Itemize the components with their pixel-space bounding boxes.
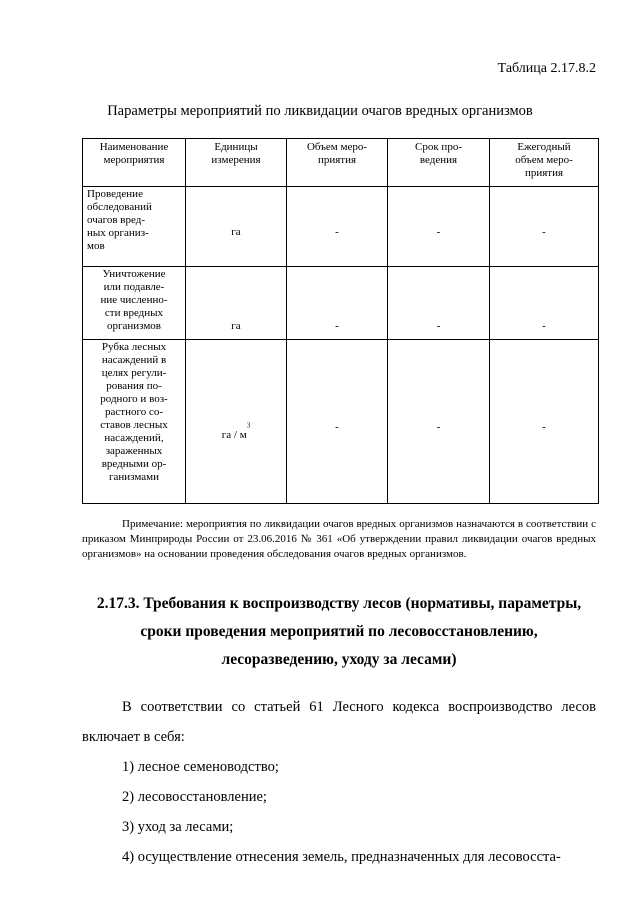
row-annual-text: - (542, 319, 546, 332)
list-item: 4) осуществление отнесения земель, предназначенных для лесовосста- (122, 849, 561, 865)
row-term-text: - (436, 421, 441, 433)
row-volume (287, 187, 388, 267)
section-heading: 2.17.3. Требования к воспроизводству лесов (нормативы, параметры, сроки проведения мероприятий по лесовосстановлению, лесоразведению, уходу за лесами) (96, 595, 582, 668)
header-volume: Объем меро- приятия (287, 139, 388, 187)
table-row (83, 187, 599, 267)
row-unit-text: га (231, 319, 241, 332)
header-name: Наименование мероприятия (83, 139, 186, 187)
row-annual-text: - (542, 421, 546, 433)
intro-paragraph: В соответствии со статьей 61 Лесного кодекса воспроизводство лесов включает в себя: (82, 699, 596, 745)
body-text (82, 692, 596, 872)
row-name: Рубка лесных насаждений в целях регули- рования по- родного и воз- растного со- ставов лесных насаждений, зараженных вредными ор- ганизмами (83, 340, 186, 504)
table-row (83, 340, 599, 504)
row-annual (490, 267, 599, 340)
row-unit (186, 267, 287, 340)
header-annual: Ежегодный объем меро- приятия (490, 139, 599, 187)
row-term (388, 340, 490, 504)
row-volume (287, 267, 388, 340)
unit-superscript: 3 (246, 421, 251, 430)
table-row (83, 267, 599, 340)
row-term-text: - (436, 226, 441, 238)
row-name: Проведение обследований очагов вред- ных организ- мов (83, 187, 186, 267)
row-term (388, 187, 490, 267)
row-volume-text: - (335, 319, 339, 332)
row-annual (490, 340, 599, 504)
row-term-text: - (436, 319, 441, 332)
header-unit: Единицы измерения (186, 139, 287, 187)
parameters-table (82, 138, 599, 504)
list-item: 1) лесное семеноводство; (122, 759, 279, 775)
list-item: 3) уход за лесами; (122, 819, 234, 835)
row-volume-text: - (335, 226, 339, 238)
list-item: 2) лесовосстановление; (122, 789, 267, 805)
row-term (388, 267, 490, 340)
row-unit-text: га (231, 226, 241, 238)
table-note (82, 517, 596, 562)
row-volume (287, 340, 388, 504)
row-name: Уничтожение или подавле- ние численно- сти вредных организмов (83, 267, 186, 340)
note-text: Примечание: мероприятия по ликвидации очагов вредных организмов назначаются в соответствии с приказом Минприроды России от 23.06.2016 № 361 «Об утверждении правил ликвидации очагов вредных организмов» на основании проведения обследования очагов вредных организмов. (82, 518, 596, 560)
header-term: Срок про- ведения (388, 139, 490, 187)
row-annual (490, 187, 599, 267)
row-volume-text: - (335, 421, 339, 433)
row-annual-text: - (542, 226, 546, 238)
table-title: Параметры мероприятий по ликвидации очагов вредных организмов (107, 103, 533, 119)
row-unit (186, 340, 287, 504)
row-unit-text (221, 421, 251, 441)
row-unit (186, 187, 287, 267)
table-header-row (83, 139, 599, 187)
unit-base: га / м (221, 428, 247, 441)
table-number: Таблица 2.17.8.2 (497, 61, 596, 76)
